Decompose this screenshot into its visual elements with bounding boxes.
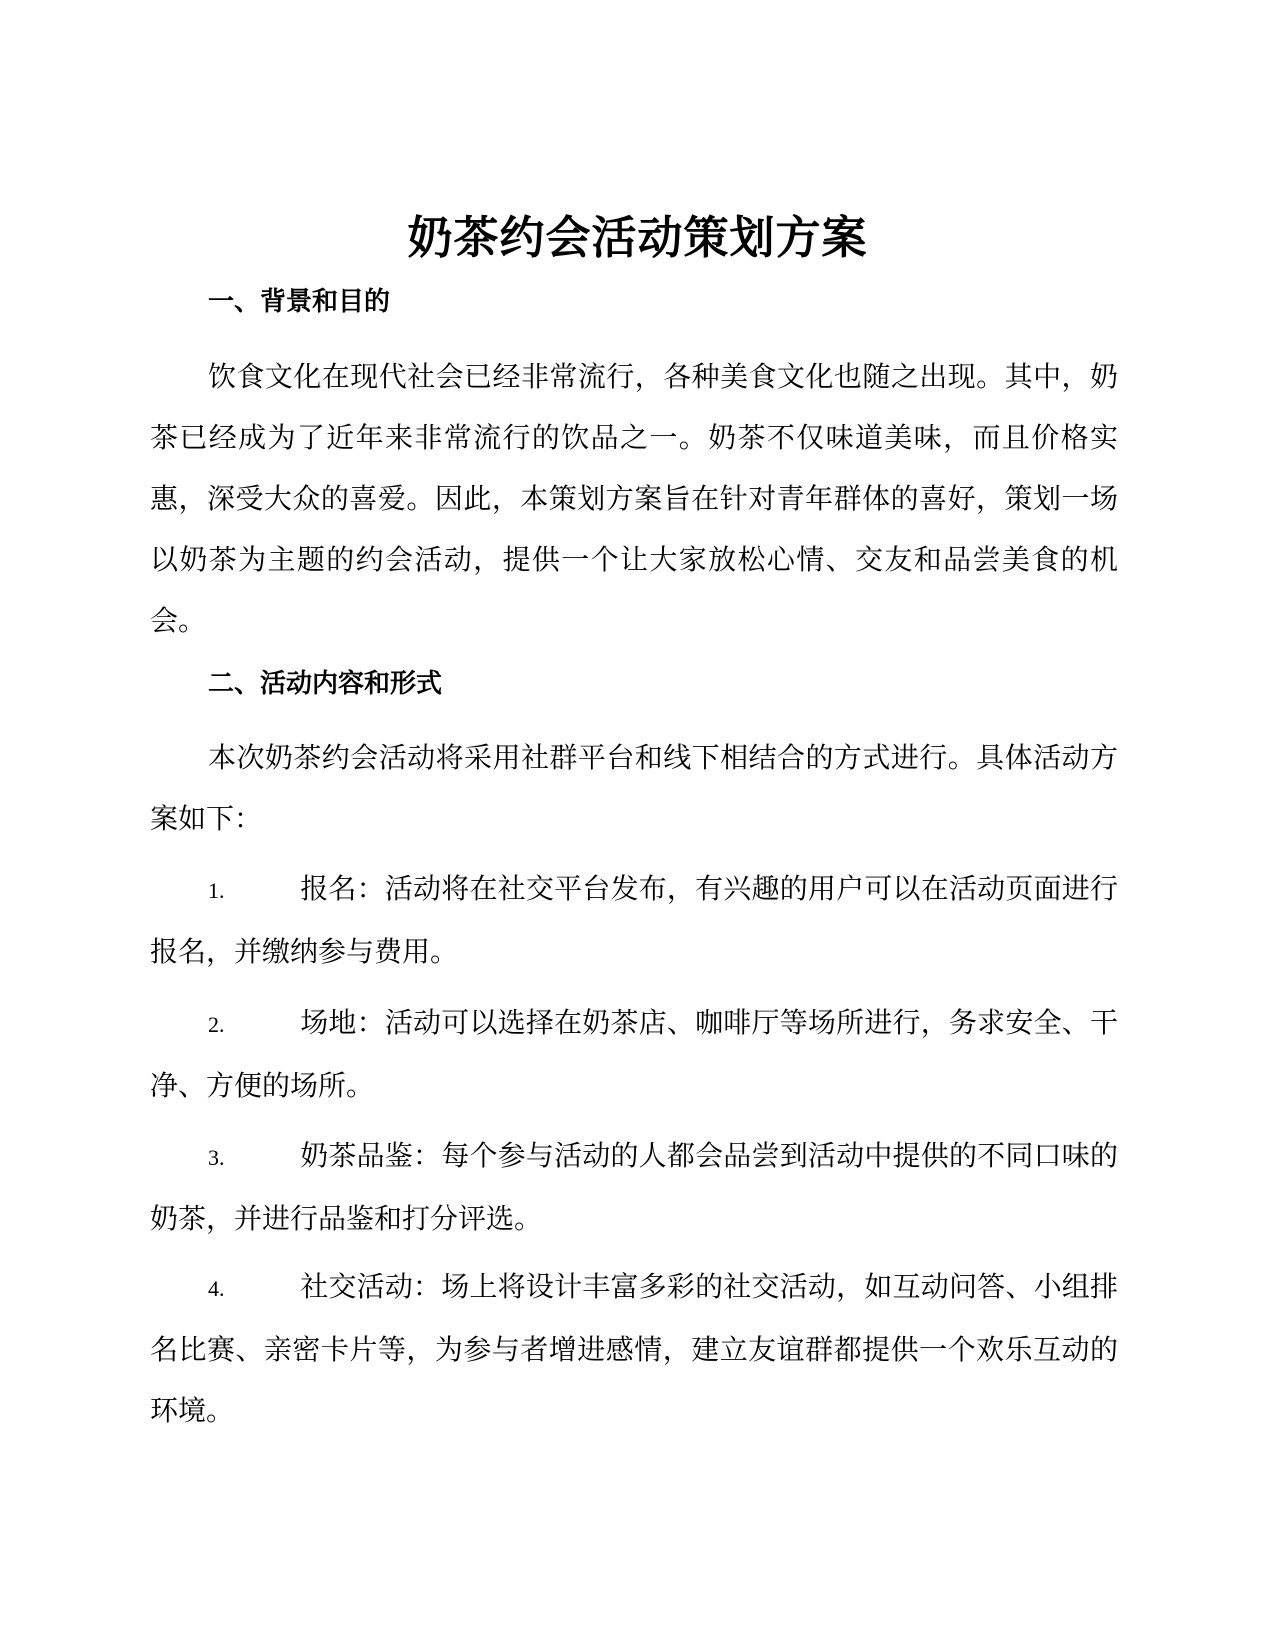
list-item-number: 4. <box>208 1276 225 1301</box>
document-title: 奶茶约会活动策划方案 <box>407 211 868 264</box>
section-heading-content: 二、活动内容和形式 <box>208 669 443 699</box>
list-item-text: 报名：活动将在社交平台发布，有兴趣的用户可以在活动页面进行报名，并缴纳参与费用。 <box>150 872 1118 968</box>
section-heading-background: 一、背景和目的 <box>208 287 391 317</box>
list-item-text: 社交活动：场上将设计丰富多彩的社交活动，如互动问答、小组排名比赛、亲密卡片等，为参与者增进感情，建立友谊群都提供一个欢乐互动的环境。 <box>150 1270 1118 1427</box>
paragraph-content-intro: 本次奶茶约会活动将采用社群平台和线下相结合的方式进行。具体活动方案如下： <box>150 741 1118 835</box>
list-item-number: 2. <box>208 1012 225 1037</box>
list-item-number: 1. <box>208 878 225 903</box>
list-item <box>150 992 1118 1116</box>
list-item-number: 3. <box>208 1145 225 1170</box>
list-item <box>150 858 1118 982</box>
paragraph-background: 饮食文化在现代社会已经非常流行，各种美食文化也随之出现。其中，奶茶已经成为了近年来非常流行的饮品之一。奶茶不仅味道美味，而且价格实惠，深受大众的喜爱。因此，本策划方案旨在针对青年群体的喜好，策划一场以奶茶为主题的约会活动，提供一个让大家放松心情、交友和品尝美食的机会。 <box>150 360 1118 637</box>
list-item-text: 奶茶品鉴：每个参与活动的人都会品尝到活动中提供的不同口味的奶茶，并进行品鉴和打分评选。 <box>150 1139 1118 1235</box>
list-item-text: 场地：活动可以选择在奶茶店、咖啡厅等场所进行，务求安全、干净、方便的场所。 <box>150 1006 1118 1102</box>
list-item <box>150 1125 1118 1249</box>
list-item <box>150 1256 1118 1441</box>
